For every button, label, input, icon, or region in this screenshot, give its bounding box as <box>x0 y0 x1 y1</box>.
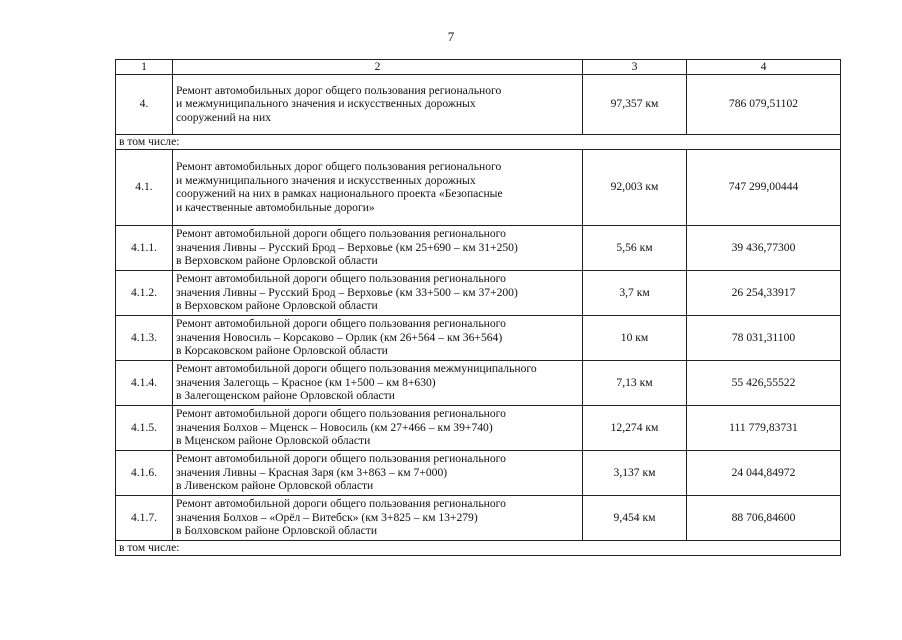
description-line: Ремонт автомобильной дороги общего пользования регионального <box>176 407 506 421</box>
row-sum: 78 031,31100 <box>687 315 841 360</box>
row-description <box>173 495 583 540</box>
table-row <box>116 225 841 270</box>
row-sum: 747 299,00444 <box>687 149 841 225</box>
row-length: 3,137 км <box>583 450 687 495</box>
row-number: 4. <box>116 74 173 134</box>
table-row <box>116 495 841 540</box>
description-line: Ремонт автомобильной дороги общего пользования регионального <box>176 497 506 511</box>
row-description <box>173 360 583 405</box>
row-description <box>173 149 583 225</box>
table-header-row <box>116 60 841 75</box>
description-line: значения Болхов – «Орёл – Витебск» (км 3+825 – км 13+279) <box>176 510 478 524</box>
description-line: значения Болхов – Мценск – Новосиль (км 27+466 – км 39+740) <box>176 420 493 434</box>
subtotal-label-row <box>116 134 841 149</box>
row-length: 10 км <box>583 315 687 360</box>
row-number: 4.1.2. <box>116 270 173 315</box>
description-line: Ремонт автомобильных дорог общего пользования регионального <box>176 160 502 173</box>
description-line: значения Залегощь – Красное (км 1+500 – км 8+630) <box>176 375 436 389</box>
row-description <box>173 225 583 270</box>
description-line: Ремонт автомобильной дороги общего пользования регионального <box>176 452 506 466</box>
row-description <box>173 450 583 495</box>
table-row <box>116 149 841 225</box>
description-line: значения Ливны – Русский Брод – Верховье (км 33+500 – км 37+200) <box>176 285 518 299</box>
row-sum: 24 044,84972 <box>687 450 841 495</box>
table-row <box>116 270 841 315</box>
row-number: 4.1.7. <box>116 495 173 540</box>
description-line: в Залегощенском районе Орловской области <box>176 389 395 403</box>
table-row <box>116 405 841 450</box>
row-length: 7,13 км <box>583 360 687 405</box>
description-line: в Корсаковском районе Орловской области <box>176 344 388 358</box>
row-sum: 55 426,55522 <box>687 360 841 405</box>
description-line: в Верховском районе Орловской области <box>176 299 378 313</box>
row-number: 4.1.3. <box>116 315 173 360</box>
table-row <box>116 360 841 405</box>
row-description <box>173 315 583 360</box>
description-line: Ремонт автомобильной дороги общего пользования межмуниципального <box>176 362 537 376</box>
works-table <box>115 59 841 556</box>
description-line: Ремонт автомобильной дороги общего пользования регионального <box>176 317 506 331</box>
description-line: в Верховском районе Орловской области <box>176 254 378 268</box>
row-length: 9,454 км <box>583 495 687 540</box>
including-label: в том числе: <box>116 134 841 149</box>
row-description <box>173 405 583 450</box>
description-line: и межмуниципального значения и искусственных дорожных <box>176 97 476 111</box>
row-sum: 39 436,77300 <box>687 225 841 270</box>
description-line: и межмуниципального значения и искусственных дорожных <box>176 173 476 187</box>
row-number: 4.1.6. <box>116 450 173 495</box>
table-row <box>116 450 841 495</box>
header-cell-4: 4 <box>687 60 841 75</box>
description-line: значения Новосиль – Корсаково – Орлик (км 26+564 – км 36+564) <box>176 330 503 344</box>
row-sum: 26 254,33917 <box>687 270 841 315</box>
row-sum: 88 706,84600 <box>687 495 841 540</box>
description-line: сооружений на них <box>176 110 271 124</box>
row-description <box>173 74 583 134</box>
row-number: 4.1.4. <box>116 360 173 405</box>
row-length: 3,7 км <box>583 270 687 315</box>
description-line: в Болховском районе Орловской области <box>176 524 378 538</box>
row-length: 92,003 км <box>583 149 687 225</box>
subtotal-label-row <box>116 540 841 555</box>
row-sum: 786 079,51102 <box>687 74 841 134</box>
table-row <box>116 315 841 360</box>
description-line: Ремонт автомобильной дороги общего пользования регионального <box>176 227 506 241</box>
description-line: и качественные автомобильные дороги» <box>176 200 375 214</box>
row-description <box>173 270 583 315</box>
header-cell-3: 3 <box>583 60 687 75</box>
row-length: 12,274 км <box>583 405 687 450</box>
description-line: значения Ливны – Красная Заря (км 3+863 – км 7+000) <box>176 465 448 479</box>
row-number: 4.1.1. <box>116 225 173 270</box>
description-line: в Ливенском районе Орловской области <box>176 479 374 493</box>
row-length: 97,357 км <box>583 74 687 134</box>
description-line: значения Ливны – Русский Брод – Верховье (км 25+690 – км 31+250) <box>176 240 518 254</box>
table-row <box>116 74 841 134</box>
row-number: 4.1.5. <box>116 405 173 450</box>
row-length: 5,56 км <box>583 225 687 270</box>
description-line: Ремонт автомобильных дорог общего пользования регионального <box>176 83 502 97</box>
including-label: в том числе: <box>116 540 841 555</box>
description-line: Ремонт автомобильной дороги общего пользования регионального <box>176 272 506 286</box>
description-line: в Мценском районе Орловской области <box>176 434 371 448</box>
row-sum: 111 779,83731 <box>687 405 841 450</box>
header-cell-2: 2 <box>173 60 583 75</box>
page-number: 7 <box>447 29 455 44</box>
description-line: сооружений на них в рамках национального проекта «Безопасные <box>176 187 503 200</box>
header-cell-1: 1 <box>116 60 173 75</box>
row-number: 4.1. <box>116 149 173 225</box>
